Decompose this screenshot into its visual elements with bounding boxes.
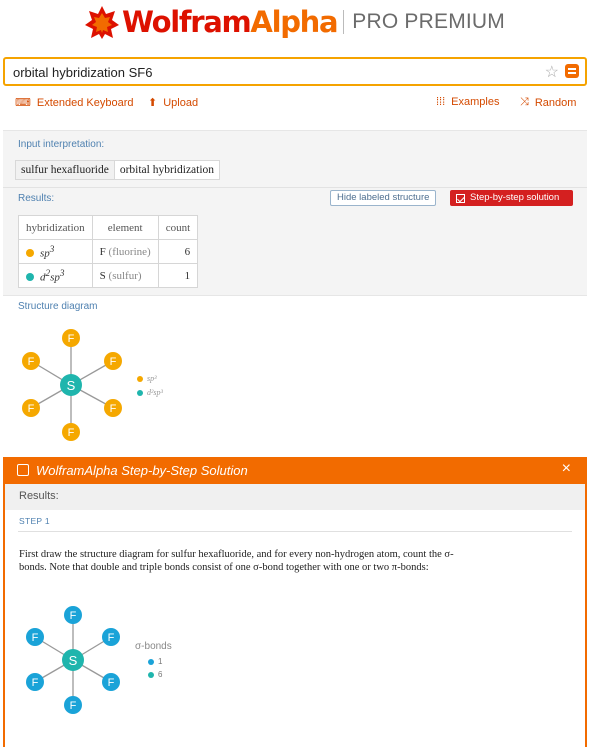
plan-label: PRO PREMIUM (352, 10, 505, 33)
hide-labeled-structure-button[interactable]: Hide labeled structure (330, 190, 436, 206)
column-header: element (92, 216, 158, 240)
atom-label: F (109, 403, 117, 415)
sigma-bond-diagram (18, 600, 128, 720)
hybridization-cell (19, 240, 93, 264)
wolfram-star-icon (84, 4, 120, 40)
d2sp3-dot-icon (26, 273, 34, 281)
element-symbol: S (99, 269, 106, 282)
wolfram-alpha-logo[interactable] (0, 0, 589, 44)
favorite-star-icon[interactable]: ☆ (544, 64, 559, 81)
input-interpretation (15, 160, 220, 180)
sp3-dot-icon (26, 249, 34, 257)
column-header: hybridization (19, 216, 93, 240)
keyboard-icon: ⌨ (15, 97, 31, 109)
examples-label: Examples (451, 96, 500, 108)
hybridization-prefix: d (40, 271, 46, 284)
random-label: Random (534, 96, 577, 109)
atom-label: F (31, 632, 39, 644)
atom-label: S (68, 653, 78, 668)
element-name: (sulfur) (108, 269, 142, 282)
table-header-row (19, 216, 198, 240)
grid-icon: ⁞⁞⁞ (436, 96, 446, 108)
step-label: STEP 1 (19, 516, 50, 526)
legend-dot-icon (137, 376, 143, 382)
hybridization-sup: 3 (59, 267, 65, 278)
element-cell (92, 264, 158, 288)
step-results-bar (3, 484, 587, 510)
hybridization-sup: 3 (49, 243, 55, 254)
legend-dot-icon (148, 672, 154, 678)
input-interpretation-label: Input interpretation: (18, 139, 105, 150)
legend-text: 6 (158, 670, 163, 679)
search-input[interactable] (13, 63, 533, 81)
atom-label: F (107, 677, 115, 689)
checkbox-icon (456, 194, 465, 203)
interpretation-part: sulfur hexafluoride (16, 161, 114, 179)
atom-label: S (66, 378, 76, 393)
random-button[interactable] (520, 96, 576, 109)
count-cell: 6 (158, 240, 197, 264)
step-results-label: Results: (19, 490, 59, 502)
atom-label: F (67, 427, 75, 439)
legend-dot-icon (148, 659, 154, 665)
extended-keyboard-button[interactable] (15, 96, 134, 109)
legend-text: d²sp³ (147, 388, 163, 397)
brand-name-right: Alpha (250, 5, 338, 39)
atom-label: F (27, 356, 35, 368)
sigma-bonds-legend-title: σ-bonds (135, 641, 172, 652)
step-description: First draw the structure diagram for sulfur hexafluoride, and for every non-hydrogen atom, count the σ-bonds. Note that double and triple bonds consist of one σ-bond together with one or two π-bonds: (19, 549, 454, 573)
legend-item (148, 670, 162, 679)
step-by-step-title: WolframAlpha Step-by-Step Solution (36, 463, 248, 478)
search-box (3, 57, 587, 86)
extended-keyboard-label: Extended Keyboard (36, 96, 134, 109)
atom-label: F (27, 403, 35, 415)
atom-label: F (107, 632, 115, 644)
close-icon[interactable]: × (561, 460, 571, 477)
element-symbol: F (99, 245, 106, 258)
brand-name (122, 5, 337, 39)
atom-label: F (31, 677, 39, 689)
table-row (19, 240, 198, 264)
legend-item (137, 388, 163, 397)
legend-item (148, 657, 162, 666)
shuffle-icon: ⤨ (520, 96, 529, 108)
divider (18, 531, 572, 532)
count-cell: 1 (158, 264, 197, 288)
structure-diagram-label: Structure diagram (18, 301, 98, 312)
hybridization-value: sp (50, 271, 60, 284)
legend-item (137, 374, 157, 383)
toolbar (0, 93, 589, 113)
menu-icon[interactable] (565, 64, 579, 78)
legend-text: sp³ (147, 374, 157, 383)
notebook-icon (17, 464, 29, 476)
legend-dot-icon (137, 390, 143, 396)
legend-text: 1 (158, 657, 163, 666)
atom-label: F (109, 356, 117, 368)
upload-label: Upload (163, 96, 199, 109)
results-label: Results: (18, 193, 55, 204)
interpretation-part: orbital hybridization (114, 161, 219, 179)
hybridization-prefix-sup: 2 (45, 267, 51, 278)
element-name: (fluorine) (108, 245, 151, 258)
step-by-step-label: Step-by-step solution (470, 192, 560, 203)
step-by-step-header (3, 457, 587, 484)
upload-icon: ⬆ (148, 97, 158, 109)
brand-name-left: Wolfram (121, 5, 251, 39)
examples-button[interactable] (436, 96, 499, 108)
hybridization-cell (19, 264, 93, 288)
sf6-structure-diagram (3, 310, 133, 450)
column-header: count (158, 216, 197, 240)
hybridization-table (18, 215, 198, 288)
logo-divider (343, 10, 344, 34)
table-row (19, 264, 198, 288)
hybridization-value: sp (40, 247, 50, 260)
step-by-step-button[interactable] (450, 190, 573, 206)
element-cell (92, 240, 158, 264)
atom-label: F (69, 610, 77, 622)
atom-label: F (69, 700, 77, 712)
atom-label: F (67, 333, 75, 345)
upload-button[interactable] (148, 96, 198, 109)
